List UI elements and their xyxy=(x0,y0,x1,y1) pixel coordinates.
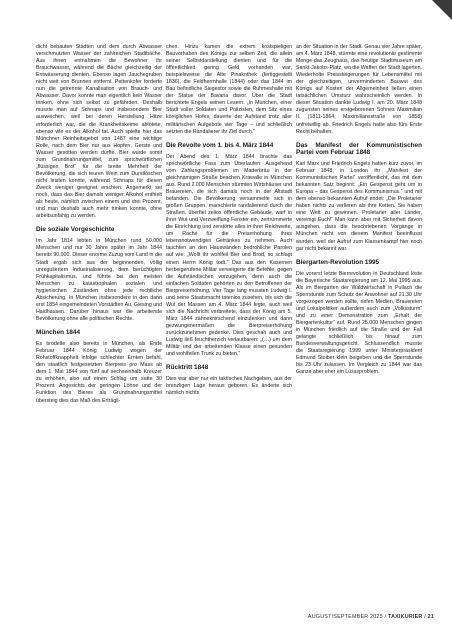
page-footer xyxy=(36,614,434,620)
footer-separator: / xyxy=(384,614,387,620)
paragraph: Der Abend des 1. März 1844 brachte das sprichwörtliche Fass zum Überlaufen: Ausgehend vom Zahlungsproblemen im Maderbräu in der gleichnamigen Straße beachen Krawalle in München aus. Rund 2.000 Menschen stürmten Wirtshäuser und Brauereien, die sich damals noch in der Altstadt befanden. Die Bevölkerung versammelte sich in großen Gruppen, marschierte randalierend durch die Straßen, überfiel zelios öffentliche Gebäude, warf in ihrer Wut und Verzweiflung Fenster ein, zertrümmerte die Einrichtung und zerstörte alles in ihrer Reichweite, um Rache für die Preiserhöhung ihres lebensnotwendigen Getränkes zu nehmen. Auch tauchten an den Hauswänden bedrohliche Parolen auf wie: „Wollt ihr wohlfeil Bier und Brod, so schlagt einen Herrn König todt.“ Das aus den Kasernen herbeigerufene Militär verweigerte die Befehle, gegen die Aufständischen vorzugehen, denn auch die einfachen Soldaten gehörten zu den Betroffenen der Bierpreiserhöhung. Vier Tage lang mussten Ludwig I. und seine Staatsmacht tatenlos zusehen, bis sich die Wut der Massen am 4. März 1844 legte, auch weil sich die Nachricht verbreitete, dass der König am 5. März 1844 zähneknirschend einzulenken und dann gezwungenermaßen die Bierpreiserhöhung zurückzunehmen gedenke. Dies geschah auch und Ludwig ließ feuchtherzich verlautbaren: „(…) um dem Militär und der arbeitenden Klasse einen gesunden und wohlfeilen Trunk zu bieten.“ xyxy=(166,153,292,358)
article-column-1 xyxy=(36,44,162,405)
paragraph: Es brodelte also bereits in München, als Ende Februar 1844 König Ludwig wegen der Rohstoffknappheit infolge schlechter Ernten befahl, den staatlich festgesetzten Bierpreis pro Mass ab dem 1. Mai 1844 von fünf auf sechseinhalb Kreuzer zu erhöhen, also auf einen Schlag um satte 30 Prozent. Angesichts der geringen Löhne und der Funktion des Bieres als Grundnahrungsmittel übersteig dies das Maß des Erträgli- xyxy=(36,341,162,404)
paragraph: dicht bebauten Städten und dem durch Abwasser verschmutzten Wasser der zahlreichen Stadtbäche. Aus ihnen entnahmen die Bewohner ihr Brauchwasser, während die Bäche gleichzeitig der Entwässerung dienten. Ebenso lagen Jauchegruben nicht weit von Brunnen entfernt. Pettenkofer forderte nun die getrennte Kanalisation von Brauch- und Abwasser. Davor konnte man eigentlich kein Wasser trinken, ohne sich selbst zu gefährden. Deshalb musste man auf Schnaps und insbesondere Bier ausweichen, weil bei deren Herstellung Hitze erforderlich war, die die Krankheitskeime abtötete, ebenso wie es der Alkohol tat. Auch spielte hier das Münchner Reinheitsgebot von 1487 eine wichtige Rolle, nach dem Bier nur aus Hopfen, Gerste und Wasser gesotten werden durfte. Bier wurde somit zum Grundnahrungsmittel, zum sprichwörtlichen „flüssigen Brot“ für die breite Mehrheit der Bevölkerung, die sich teuren Wein zum Durstlöschen nicht leisten konnte, während Schnaps für diesen Zweck weniger geeignet erschien. Angemerkt sei noch, dass das Bier damals weniger Alkohol enthielt als heute, nämlich zwischen einem und drei Prozent, und man deshalb auch mehr trinken konnte, ohne arbeitsunfähig zu werden. xyxy=(36,44,162,220)
article-column-2 xyxy=(166,44,292,398)
section-heading-revolte: Die Revolte vom 1. bis 4. März 1844 xyxy=(166,141,274,149)
magazine-name: TAXIKURIER xyxy=(387,614,423,620)
paragraph: Die vorerst letzte Bierrevolution in Deutschland löste die Bayerische Staatsregierung am 12. Mai 1995 aus. Als im Biergarten der Waldwirtschaft in Pullach die Sperrstunde zum Schutz der Anwohner auf 21.30 Uhr vorgezogen werden sollte, riefen Medien, Brauereien und Lokalpolitiker außerdem auch zum „Volkssturm“ und zu einer Demonstration zum „Erhalt der Biergartenkultur“ auf. Rund 25.000 Menschen gingen in München friedlich auf die Straße und der Fall gelangte schließlich bis hinauf zum Bundesverwaltungsgericht. Schlussendlich musste die Staatsregierung 1999 unter Ministerpräsident Edmund Stoiber klein beigeben und die Sperrstunde bis 23 Uhr zulassen. Im Vergleich zu 1844 war das Ganze aber eher ein Lüsssproblem. xyxy=(296,270,422,376)
paragraph: Dies war aber nur ein taktisches Nachgeben, aus der brenzligen Lage heraus geboren. Es änderte sich nämlich nichts xyxy=(166,376,292,397)
paragraph: Im Jahr 1814 lebten in München rund 50.000 Menschen und nur 30 Jahre später im Jahr 1844 bereits 90.000. Dieser enorme Zuzug vom Land in die Stadt ergab sich aus der beginnenden, völlig unreguliertem Industrialisierung, dem berüchtigten Frühkapitalismus, und führte bei den meisten Menschen zu katastrophalen sozialen und hygienischen Zuständen ohne jede rechtliche Absicherung. In München insbesondere in den dann erst 1854 eingemeindeten Vorstädten Au, Giesing und Haidhausen. Darüber hinaus war die arbeitende Bevölkerung ohne alle politischen Rechte. xyxy=(36,238,162,322)
paragraph: chen. Hinzu kamen die extrem kostspieligen Bauvorhaben des Königs zur selben Zeit, die allein seiner Selbstdarstellung dienten und für die öffentlichkeit gering Geld vorhanden war, beispielsweise die Alte Pinakothek (fertiggestellt 1836), die Feldherrnhalle (1844) oder das 1844 im Bau befindliche Siegestor sowie die Ruhmeshalle mit der Statue der Bavaria davor. Über die Stadt berichtete Engels seinen Lesern: „In München, einer Stadt voller Soldaten und Polizisten, dem Sitz eines königlichen Hofes, dauerte der Aufstand trotz aller militärischen Aufgebote vier Tage – und schließlich setzten die Randalierer ihr Ziel durch.“ xyxy=(166,44,292,135)
footer-separator: / xyxy=(424,614,426,620)
section-heading-biergarten-revolution: Biergarten-Revolution 1995 xyxy=(296,258,380,266)
issue-date: AUGUST/SEPTEMBER 2025 xyxy=(307,614,383,620)
section-heading-muenchen-1844: München 1844 xyxy=(36,328,81,336)
section-heading-manifest: Das Manifest der Kommunistischen Partei vom Februar 1848 xyxy=(296,141,422,156)
page-number: 21 xyxy=(427,614,434,620)
article-column-3 xyxy=(296,44,422,377)
paragraph: Karl Marx und Friedrich Engels hatten kurz zuvor, im Februar 1848, in London ihr „Manifest der Kommunistischen Partei“ veröffentlicht, das mit dem bekannten Satz beginnt: „Ein Gespenst geht um in Europa – das Gespenst des Kommunismus.“ und mit dem ebenso bekannten Aufruf endet: „Die Proletarier haben nichts zu verlieren als ihre Ketten. Sie haben eine Welt zu gewinnen. Proletarier aller Länder, vereinigt Euch!“ Man kann aber mit Sicherheit davon ausgehen, dass die beschriebenen Vorgänge in München nicht von diesem Manifest beeinflusst wurden, weil der Aufruf zum Klassenkampf hier noch gar nicht bekannt war. xyxy=(296,161,422,252)
page-corner-mark xyxy=(432,0,452,20)
section-heading-soziale-vorgeschichte: Die soziale Vorgeschichte xyxy=(36,226,115,234)
section-heading-ruecktritt: Rücktritt 1848 xyxy=(166,364,209,372)
paragraph: an der Situation in der Stadt. Genau vier Jahre später, am 4. März 1848, stürmte eine revolutionär gestimmte Menge das Zeughaus, das heutige Stadtmuseum am Sankt-Jakobs-Platz, wo die Waffen der Stadt lagerten. Wiederholte Preissteigerungen für Lebensmittel mit der gleichzeitigen, unverminderten Bauwut des Königs auf Kosten der Allgemeinheit ließen einen tatsächlichen Umsturz wahrscheinlich werden. In dieser Situation dankte Ludwig I. am 20. März 1848 zugunsten seines erstgeborenen Sohnes Maximilian II. (1811-1864, Maximiliansstraße von 1858) unfreiwillig ab. Friedrich Engels hatte also fürs Erste Recht behalten. xyxy=(296,44,422,135)
